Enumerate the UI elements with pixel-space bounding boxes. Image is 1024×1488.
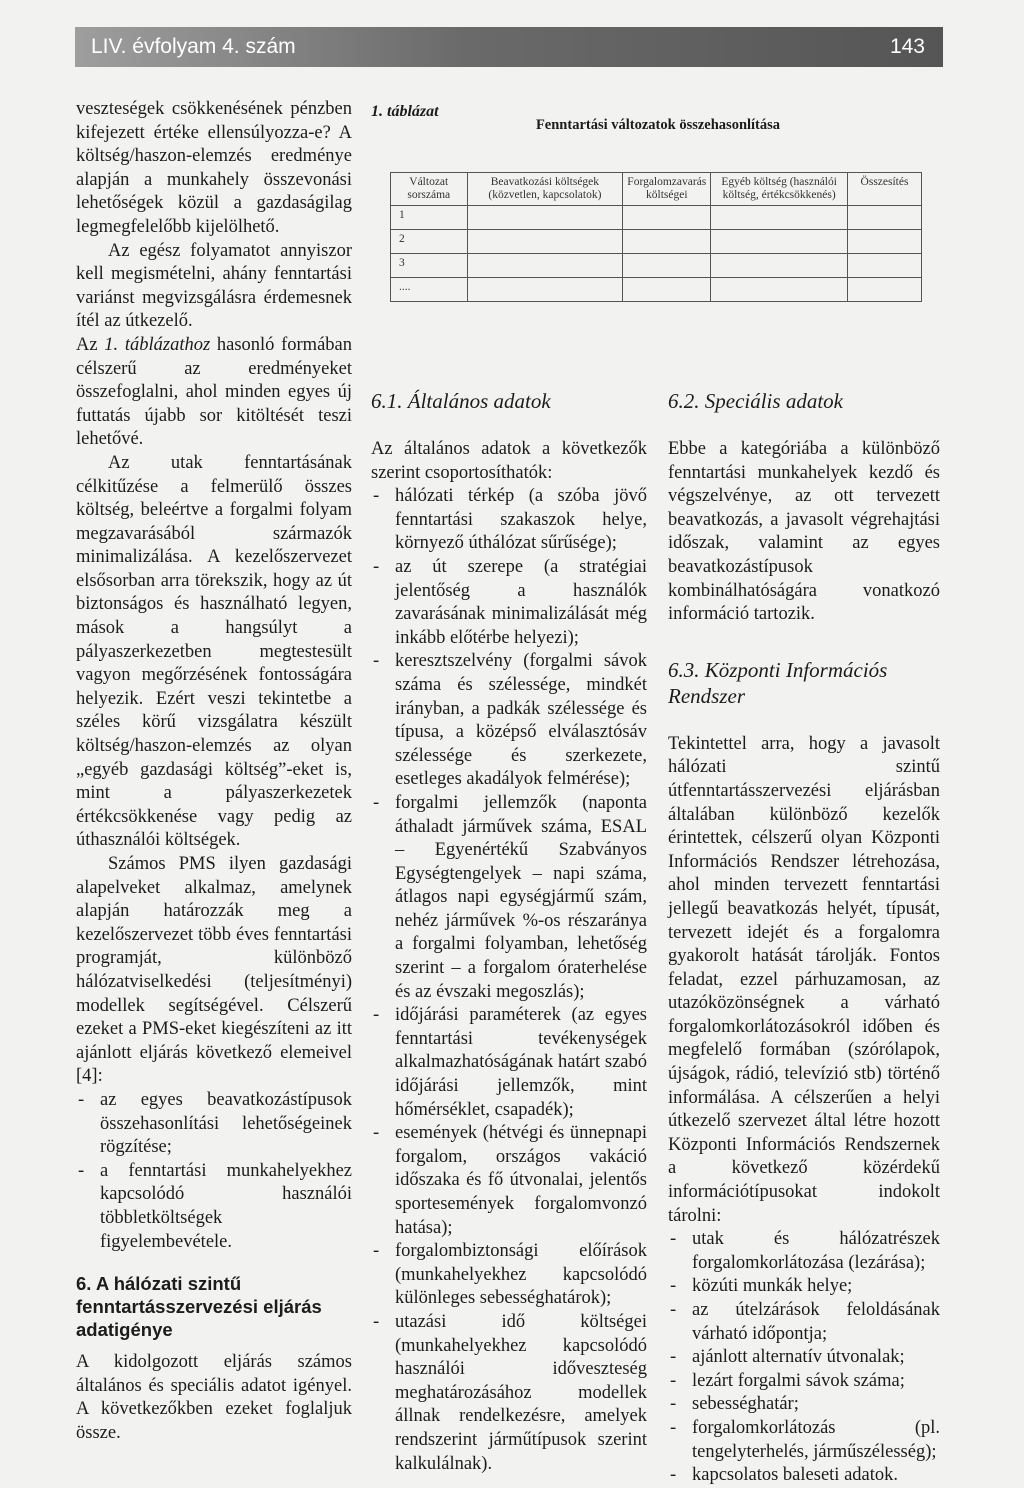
table-row — [391, 230, 922, 254]
list-item: - kapcsolatos baleseti adatok. — [668, 1464, 940, 1488]
list-item: - az út szerepe (a stratégiai jelentőség a használók zavarásának minimalizálását még inkább előtérbe helyezi); — [371, 556, 647, 650]
column-left — [76, 98, 352, 1445]
list-item: - keresztszelvény (forgalmi sávok száma és szélessége, mindkét irányban, a padkák szélessége és típusa, a középső elválasztósáv szélessége és szerkezete, esetleges akadályok felmérése); — [371, 650, 647, 792]
dash-list — [668, 1228, 940, 1488]
row-number: 2 — [391, 230, 468, 254]
paragraph: A kidolgozott eljárás számos általános és speciális adatot igényel. A következőkben ezeket foglaljuk össze. — [76, 1352, 352, 1443]
list-item: - az útelzárások feloldásának várható időpontja; — [668, 1299, 940, 1346]
running-header — [75, 27, 943, 67]
section-heading: 6.1. Általános adatok — [371, 389, 551, 413]
column-header: Változat sorszáma — [391, 173, 468, 206]
table-row — [391, 206, 922, 230]
section-heading: 6.2. Speciális adatok — [668, 389, 843, 413]
section-heading: 6.3. Központi Információs Rendszer — [668, 657, 888, 708]
paragraph: Az általános adatok a következők szerint csoportosíthatók: — [371, 439, 647, 483]
list-item: - időjárási paraméterek (az egyes fenntartási tevékenységek alkalmazhatóságának határt szabó időjárási jellemzők, mint hőmérséklet, csapadék); — [371, 1004, 647, 1122]
paragraph: Tekintettel arra, hogy a javasolt hálózati szintű útfenntartásszervezési eljárásban általában különböző kezelők érintettek, célszerű olyan Központi Információs Rendszer létrehozása, ahol minden tervezett fenntartási jellegű beavatkozás helyét, típusát, tervezett idejét és a forgalomra gyakorolt hatását tárolják. Fontos feladat, ezzel párhuzamosan, az utazóközönségnek a várható forgalomkorlátozásokról időben és megfelelő formában (szórólapok, újságok, rádió, televízió stb) történő informálása. A célszerűen a helyi útkezelő szervezet által létre hozott Központi Információs Rendszernek a következő közérdekű információtípusokat indokolt tárolni: — [668, 733, 940, 1226]
paragraph: Az utak fenntartásának célkitűzése a felmerülő összes költség, beleértve a forgalmi folyam megzavarásából származók minimalizálása. A kezelőszervezet elsősorban arra törekszik, hogy az út biztonságos és használható legyen, mások a hangsúlyt a pályaszerkezetben megtestesült vagyon megőrzésének fontosságára helyezik. Ezért veszi tekintetbe a széles körű vizsgálatra készült költség/haszon-elemzés az olyan „egyéb gazdasági költség”-eket is, mint a pályaszerkezetek értékcsökkenése vagy pedig az úthasználói költségek. — [76, 452, 352, 851]
list-item: - utak és hálózatrészek forgalomkorlátozása (lezárása); — [668, 1228, 940, 1275]
row-number: 1 — [391, 206, 468, 230]
paragraph: Ebbe a kategóriába a különböző fenntartási munkahelyek kezdő és végszelvénye, az ott tervezett beavatkozás, a javasolt végrehajtási időszak, valamint az egyes beavatkozástípusok kombinálhatóságára vonatkozó információ tartozik. — [668, 439, 940, 625]
list-item: - forgalmi jellemzők (naponta áthaladt járművek száma, ESAL – Egyenértékű Szabványos Egységtengelyek – napi száma, átlagos napi egységjármű szám, nehéz járművek %-os részaránya a forgalmi folyamban, lehetőség szerint – a forgalom óraterhelése és az évszaki megoszlás); — [371, 792, 647, 1004]
list-item: - események (hétvégi és ünnepnapi forgalom, országos vakáció időszaka és fő útvonalai, jelentős sportesemények forgalomvonzó hatása); — [371, 1122, 647, 1240]
table-header-row — [391, 173, 922, 206]
list-item: - utazási idő költségei (munkahelyekhez kapcsolódó használói időveszteség meghatározásához modellek állnak rendelkezésre, amelyek rendszerint járműtípusok szerint kalkulálnak). — [371, 1311, 647, 1476]
list-item: - lezárt forgalmi sávok száma; — [668, 1370, 940, 1394]
page-number: 143 — [889, 35, 925, 58]
dash-list — [371, 485, 647, 1476]
column-right — [668, 388, 940, 1488]
table-row — [391, 254, 922, 278]
paragraph: Az egész folyamatot annyiszor kell megismételni, ahány fenntartási variánst megvizsgálásra érdemesnek ítél az útkezelő. — [76, 240, 352, 332]
list-item: - hálózati térkép (a szóba jövő fenntartási szakaszok helye, környező úthálózat sűrűsége); — [371, 485, 647, 556]
journal-issue: LIV. évfolyam 4. szám — [91, 35, 296, 58]
list-item: - forgalomkorlátozás (pl. tengelyterhelés, járműszélesség); — [668, 1417, 940, 1464]
dash-list — [76, 1089, 352, 1254]
paragraph: veszteségek csökkenésének pénzben kifejezett értéke ellensúlyozza-e? A költség/haszon-elemzés eredménye alapján a munkahely összevonási lehetőségek közül a gazdaságilag legmegfelelőbb kijelölhető. — [76, 99, 352, 237]
table-caption: 1. táblázat — [371, 103, 439, 120]
column-header: Összesítés — [848, 173, 922, 206]
table-row — [391, 278, 922, 302]
list-item: - az egyes beavatkozástípusok összehasonlítási lehetőségeinek rögzítése; — [76, 1089, 352, 1160]
table-title: Fenntartási változatok összehasonlítása — [535, 117, 781, 133]
list-item: - ajánlott alternatív útvonalak; — [668, 1346, 940, 1370]
section-heading: 6. A hálózati szintű fenntartásszervezési eljárás adatigénye — [76, 1273, 322, 1341]
column-header: Beavatkozási költségek (közvetlen, kapcsolatok) — [467, 173, 623, 206]
row-number: 3 — [391, 254, 468, 278]
row-number: .... — [391, 278, 468, 302]
list-item: - a fenntartási munkahelyekhez kapcsolódó használói többletköltségek figyelembevétele. — [76, 1160, 352, 1254]
table-reference: 1. táblázathoz — [104, 334, 211, 355]
paragraph: Az 1. táblázathoz hasonló formában célszerű az eredményeket összefoglalni, ahol minden egyes új futtatás újabb sor kitöltését teszi lehetővé. — [76, 334, 352, 450]
comparison-table — [390, 172, 922, 302]
column-header: Egyéb költség (használói költség, értékcsökkenés) — [711, 173, 848, 206]
list-item: - sebességhatár; — [668, 1393, 940, 1417]
column-middle — [371, 388, 647, 1476]
list-item: - közúti munkák helye; — [668, 1275, 940, 1299]
list-item: - forgalombiztonsági előírások (munkahelyekhez kapcsolódó különleges sebességhatárok); — [371, 1240, 647, 1311]
column-header: Forgalomzavarás költségei — [623, 173, 711, 206]
paragraph: Számos PMS ilyen gazdasági alapelveket alkalmaz, amelynek alapján határozzák meg a kezelőszervezet több éves fenntartási programját, különböző hálózatviselkedési (teljesítményi) modellek segítségével. Célszerű ezeket a PMS-eket kiegészíteni az itt ajánlott eljárás következő elemeivel [4]: — [76, 854, 352, 1087]
